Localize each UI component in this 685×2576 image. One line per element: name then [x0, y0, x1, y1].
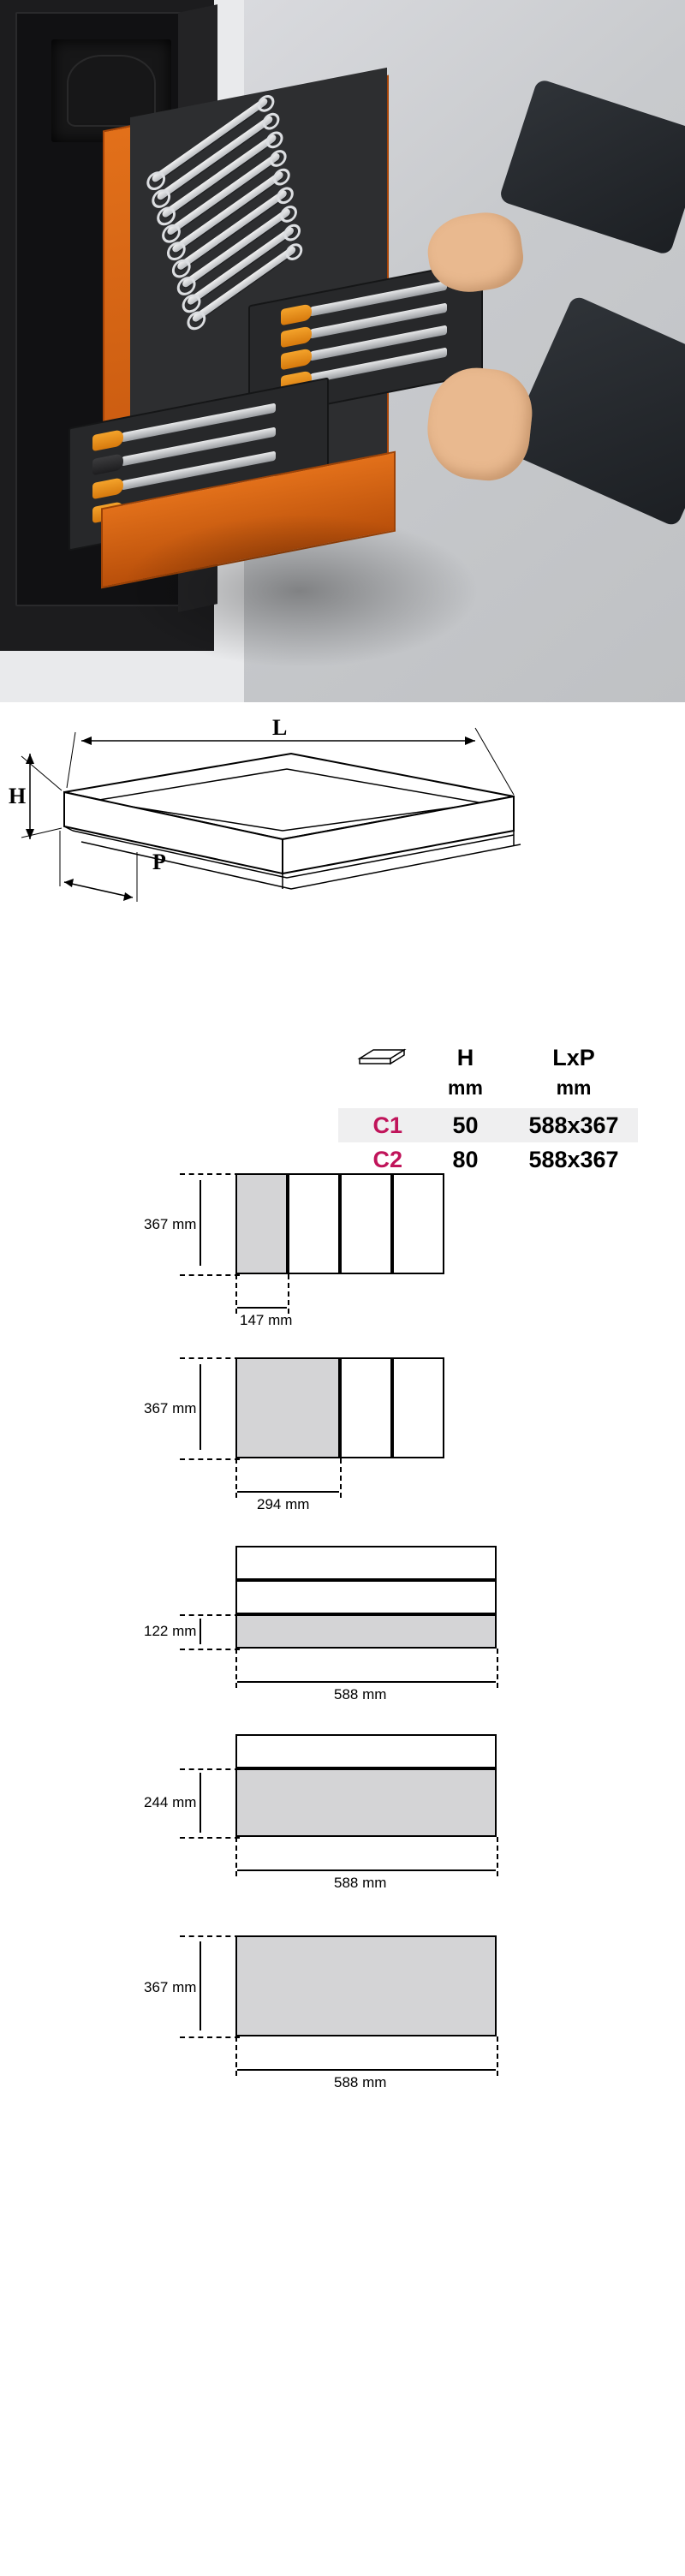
screwdriver-handle	[92, 429, 123, 451]
dimension-line-horizontal	[237, 1869, 496, 1871]
layout-cell	[392, 1173, 444, 1274]
extension-line	[180, 2036, 240, 2038]
layout-diagram-2-columns	[0, 1349, 685, 1512]
layout-cell	[288, 1173, 340, 1274]
spec-lxp-c2: 588x367	[528, 1146, 619, 1172]
dimension-line-horizontal	[237, 2069, 496, 2071]
screwdriver-handle	[281, 325, 312, 348]
extension-line	[497, 1837, 498, 1876]
dimension-label-length: L	[272, 715, 288, 740]
layout-diagram-2-rows	[0, 1726, 685, 1914]
layout-cell-shaded	[235, 1173, 288, 1274]
wrench	[186, 226, 295, 307]
spec-units-spacer	[338, 1076, 421, 1100]
dimension-line-vertical	[200, 1180, 201, 1266]
screwdriver-handle	[92, 477, 123, 499]
technical-drawing-section	[0, 702, 685, 2576]
dimension-text-horizontal: 588 mm	[334, 1686, 387, 1702]
layout-cell	[340, 1357, 392, 1458]
dimension-line-vertical	[200, 1364, 201, 1450]
spec-h-c1: 50	[452, 1112, 479, 1138]
tray-isometric-drawing	[0, 702, 685, 1045]
layout-cell	[235, 1580, 497, 1614]
spec-icon-cell	[338, 1045, 421, 1073]
layout-diagram-4-columns	[0, 1165, 685, 1327]
dimension-text-horizontal: 294 mm	[257, 1496, 310, 1512]
spec-table-header-row	[338, 1045, 638, 1073]
tray-icon	[354, 1045, 408, 1067]
dimension-label-height: H	[9, 784, 27, 808]
screwdriver-handle	[92, 453, 123, 475]
dimension-line-horizontal	[237, 1307, 287, 1309]
dimension-text-vertical: 367 mm	[144, 1979, 197, 1995]
photo-shadow	[120, 514, 480, 668]
dimension-line-vertical	[200, 1773, 201, 1833]
extension-line	[180, 1357, 240, 1359]
wrench	[182, 207, 292, 289]
extension-line	[180, 1173, 240, 1175]
spec-code-c1: C1	[372, 1112, 402, 1138]
dimension-text-vertical: 244 mm	[144, 1794, 197, 1810]
extension-line	[180, 1768, 240, 1770]
layout-cell	[235, 1546, 497, 1580]
layout-cell	[392, 1357, 444, 1458]
layout-cell	[235, 1734, 497, 1768]
dimension-text-vertical: 367 mm	[144, 1400, 197, 1416]
extension-line	[288, 1274, 289, 1314]
layout-cell-shaded	[235, 1614, 497, 1649]
layout-diagram-full	[0, 1923, 685, 2111]
layout-diagram-3-rows	[0, 1537, 685, 1717]
extension-line	[180, 1935, 240, 1937]
extension-line	[180, 1274, 240, 1276]
dimension-line-horizontal	[237, 1681, 496, 1683]
spec-lxp-c1: 588x367	[528, 1112, 619, 1138]
screwdriver-handle	[281, 303, 312, 325]
extension-line	[340, 1458, 342, 1498]
spec-header-lxp: LxP	[552, 1045, 595, 1070]
extension-line	[180, 1614, 240, 1616]
product-photo	[0, 0, 685, 702]
layout-cell	[340, 1173, 392, 1274]
spec-table-units-row	[338, 1076, 638, 1100]
dimension-line-vertical	[200, 1619, 201, 1644]
spec-code-c2: C2	[372, 1146, 402, 1172]
extension-line	[180, 1837, 240, 1839]
layout-cell-shaded	[235, 1357, 340, 1458]
spec-header-h: H	[456, 1045, 474, 1070]
spec-unit-h: mm	[448, 1076, 483, 1099]
extension-line	[497, 1649, 498, 1688]
screwdriver-handle	[281, 348, 312, 370]
dimension-text-vertical: 367 mm	[144, 1216, 197, 1232]
spec-table	[338, 1045, 638, 1177]
wrench	[171, 170, 284, 254]
layout-cell-shaded	[235, 1768, 497, 1837]
table-row	[338, 1108, 638, 1142]
extension-line	[180, 1649, 240, 1650]
dimension-text-horizontal: 147 mm	[240, 1312, 293, 1328]
spec-h-c2: 80	[452, 1146, 479, 1172]
wrench	[176, 188, 289, 271]
dimension-text-horizontal: 588 mm	[334, 1875, 387, 1891]
spec-unit-lxp: mm	[556, 1076, 592, 1099]
layout-cell-shaded	[235, 1935, 497, 2036]
dimension-label-depth: P	[152, 850, 166, 874]
dimension-text-horizontal: 588 mm	[334, 2074, 387, 2090]
extension-line	[497, 2036, 498, 2076]
dimension-line-horizontal	[237, 1491, 339, 1493]
extension-line	[180, 1458, 240, 1460]
dimension-text-vertical: 122 mm	[144, 1623, 197, 1639]
dimension-line-vertical	[200, 1941, 201, 2030]
